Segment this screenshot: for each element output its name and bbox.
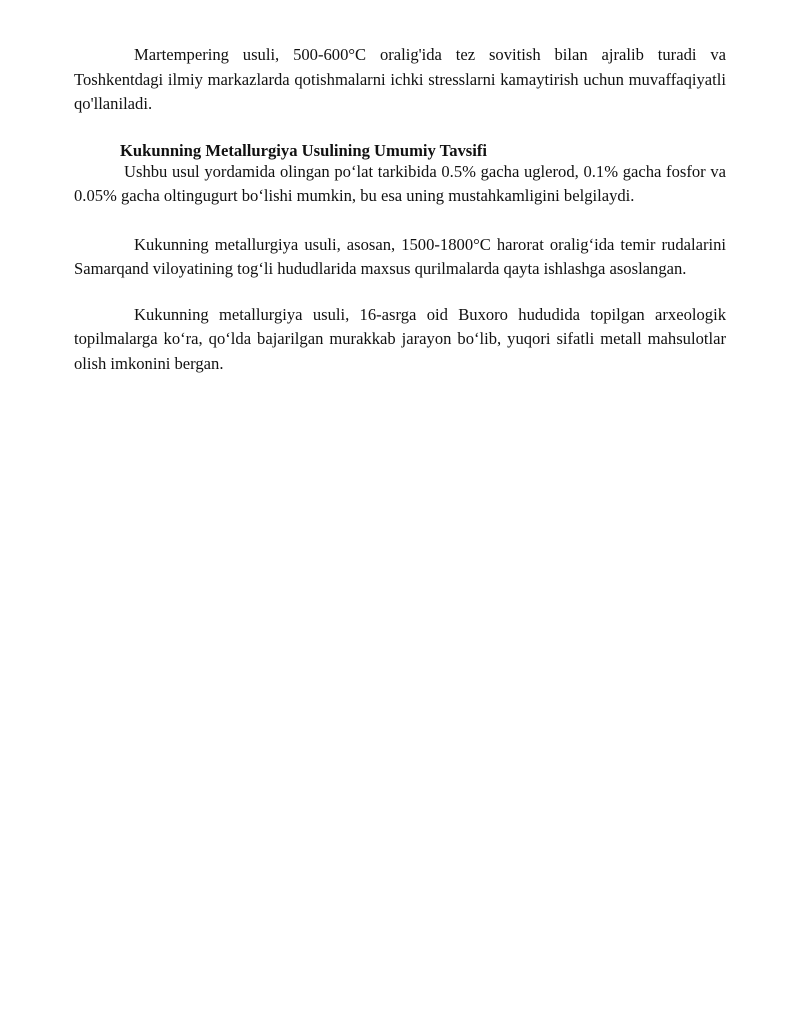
paragraph-temperature: Kukunning metallurgiya usuli, asosan, 1500-1800°C harorat oralig‘ida temir rudalarini Samarqand viloyatining tog‘li hududlarida maxsus qurilmalarda qayta ishlashga asoslangan.: [74, 234, 726, 278]
paragraph-history: Kukunning metallurgiya usuli, 16-asrga oid Buxoro hududida topilgan arxeologik topilmalarga ko‘ra, qo‘lda bajarilgan murakkab jarayon bo‘lib, yuqori sifatli metall mahsulotlar olish imkonini bergan.: [74, 304, 726, 373]
paragraph-composition: Ushbu usul yordamida olingan po‘lat tarkibida 0.5% gacha uglerod, 0.1% gacha fosfor va 0.05% gacha oltingugurt bo‘lishi mumkin, bu esa uning mustahkamligini belgilaydi.: [74, 161, 726, 205]
document-body: [74, 43, 726, 376]
paragraph-martempering: Martempering usuli, 500-600°C oralig'ida tez sovitish bilan ajralib turadi va Toshkentdagi ilmiy markazlarda qotishmalarni ichki stresslarni kamaytirish uchun muvaffaqiyatli qo'llaniladi.: [74, 45, 726, 113]
section-heading: Kukunning Metallurgiya Usulining Umumiy Tavsifi: [120, 140, 488, 160]
